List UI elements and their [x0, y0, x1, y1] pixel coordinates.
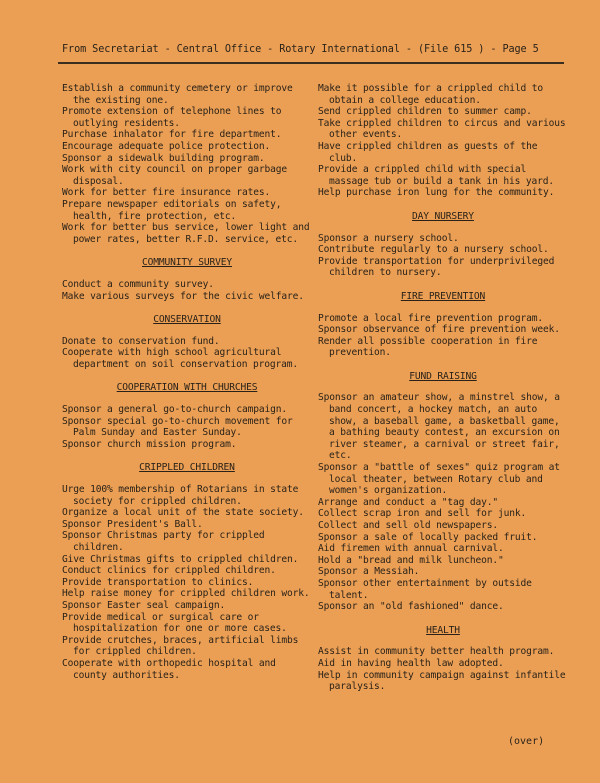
- right-column: [318, 83, 572, 693]
- left-column: [62, 83, 316, 681]
- section: [318, 83, 572, 199]
- section-heading: HEALTH: [426, 624, 460, 636]
- section-heading: FIRE PREVENTION: [400, 290, 486, 302]
- section: [318, 371, 568, 613]
- list-item: Provide crutches, braces, artificial limbs for crippled children.: [62, 634, 304, 658]
- list-item: Work for better bus service, lower light and power rates, better R.F.D. service, etc.: [62, 222, 316, 245]
- page-header: From Secretariat - Central Office - Rotary International - (File 615 ) - Page 5: [62, 44, 539, 55]
- list-item: Sponsor other entertainment by outside talent.: [318, 577, 538, 601]
- section-heading: COOPERATION WITH CHURCHES: [116, 382, 258, 394]
- list-item: Take crippled children to circus and various other events.: [318, 117, 572, 141]
- header-rule: [58, 62, 564, 64]
- section: [62, 83, 316, 245]
- list-item: Make it possible for a crippled child to obtain a college education.: [318, 83, 549, 106]
- list-item: Render all possible cooperation in fire prevention.: [318, 335, 544, 359]
- list-item: Purchase inhalator for fire department.: [62, 129, 282, 141]
- list-item: Promote extension of telephone lines to outlying residents.: [62, 106, 288, 129]
- list-item: Sponsor a sidewalk building program.: [62, 152, 265, 164]
- list-item: Help in community campaign against infantile paralysis.: [318, 669, 572, 693]
- list-item: Organize a local unit of the state society.: [62, 507, 304, 519]
- list-item: Cooperate with high school agricultural department on soil conservation program.: [62, 347, 299, 370]
- list-item: Conduct a community survey.: [62, 278, 214, 290]
- section: [318, 624, 572, 693]
- list-item: Sponsor Easter seal campaign.: [62, 599, 226, 611]
- list-item: Sponsor church mission program.: [62, 438, 237, 450]
- list-item: Assist in community better health program.: [318, 646, 555, 658]
- list-item: Donate to conservation fund.: [62, 335, 220, 347]
- list-item: Sponsor observance of fire prevention week.: [318, 324, 560, 336]
- list-item: Establish a community cemetery or improve the existing one.: [62, 83, 299, 106]
- section-heading: DAY NURSERY: [412, 210, 474, 222]
- list-item: Sponsor a sale of locally packed fruit.: [318, 531, 538, 543]
- list-item: Have crippled children as guests of the club.: [318, 140, 544, 164]
- list-item: Aid firemen with annual carnival.: [318, 543, 504, 555]
- section: [318, 291, 568, 359]
- list-item: Sponsor a nursery school.: [318, 232, 459, 244]
- list-item: Conduct clinics for crippled children.: [62, 565, 276, 577]
- list-item: Make various surveys for the civic welfare.: [62, 290, 304, 302]
- list-item: Sponsor a general go-to-church campaign.: [62, 404, 288, 416]
- list-item: Work for better fire insurance rates.: [62, 187, 271, 199]
- list-item: Urge 100% membership of Rotarians in state society for crippled children.: [62, 484, 304, 507]
- list-item: Provide medical or surgical care or hospitalization for one or more cases.: [62, 611, 287, 635]
- section: [62, 382, 312, 450]
- list-item: Prepare newspaper editorials on safety, health, fire protection, etc.: [62, 198, 288, 222]
- list-item: Contribute regularly to a nursery school.: [318, 244, 549, 256]
- list-item: Sponsor a Messiah.: [318, 566, 420, 578]
- list-item: Aid in having health law adopted.: [318, 657, 504, 669]
- list-item: Sponsor a "battle of sexes" quiz program at local theater, between Rotary club and women's organization.: [318, 462, 566, 497]
- section: [62, 314, 312, 370]
- list-item: Provide a crippled child with special massage tub or build a tank in his yard.: [318, 164, 555, 187]
- list-item: Sponsor Christmas party for crippled children.: [62, 530, 271, 553]
- section-heading: COMMUNITY SURVEY: [141, 257, 232, 269]
- list-item: Sponsor an "old fashioned" dance.: [318, 601, 504, 613]
- list-item: Work with city council on proper garbage disposal.: [62, 164, 293, 187]
- list-item: Hold a "bread and milk luncheon.": [318, 554, 504, 566]
- list-item: Send crippled children to summer camp.: [318, 106, 532, 118]
- list-item: Collect and sell old newspapers.: [318, 520, 499, 531]
- list-item: Help raise money for crippled children work.: [62, 588, 310, 600]
- list-item: Arrange and conduct a "tag day.": [318, 496, 499, 508]
- list-item: Provide transportation for underprivileged children to nursery.: [318, 255, 560, 279]
- list-item: Sponsor an amateur show, a minstrel show, a band concert, a hockey match, an auto show, a baseball game, a basketball game, a bathing beauty contest, an excursion on river steamer, a carnival or street fair, etc.: [318, 392, 566, 462]
- section: [62, 462, 312, 681]
- over-note: (over): [508, 736, 545, 747]
- list-item: Help purchase iron lung for the community.: [318, 187, 555, 199]
- list-item: Collect scrap iron and sell for junk.: [318, 508, 527, 520]
- section-heading: FUND RAISING: [409, 370, 477, 382]
- section-heading: CRIPPLED CHILDREN: [139, 462, 235, 474]
- list-item: Provide transportation to clinics.: [62, 576, 254, 588]
- list-item: Promote a local fire prevention program.: [318, 312, 544, 324]
- list-item: Give Christmas gifts to crippled children.: [62, 553, 299, 565]
- section-heading: CONSERVATION: [153, 314, 221, 326]
- list-item: Sponsor special go-to-church movement for Palm Sunday and Easter Sunday.: [62, 415, 299, 439]
- list-item: Encourage adequate police protection.: [62, 140, 271, 152]
- list-item: Sponsor President's Ball.: [62, 518, 203, 530]
- section: [62, 257, 312, 302]
- list-item: Cooperate with orthopedic hospital and county authorities.: [62, 657, 282, 681]
- section: [318, 211, 568, 279]
